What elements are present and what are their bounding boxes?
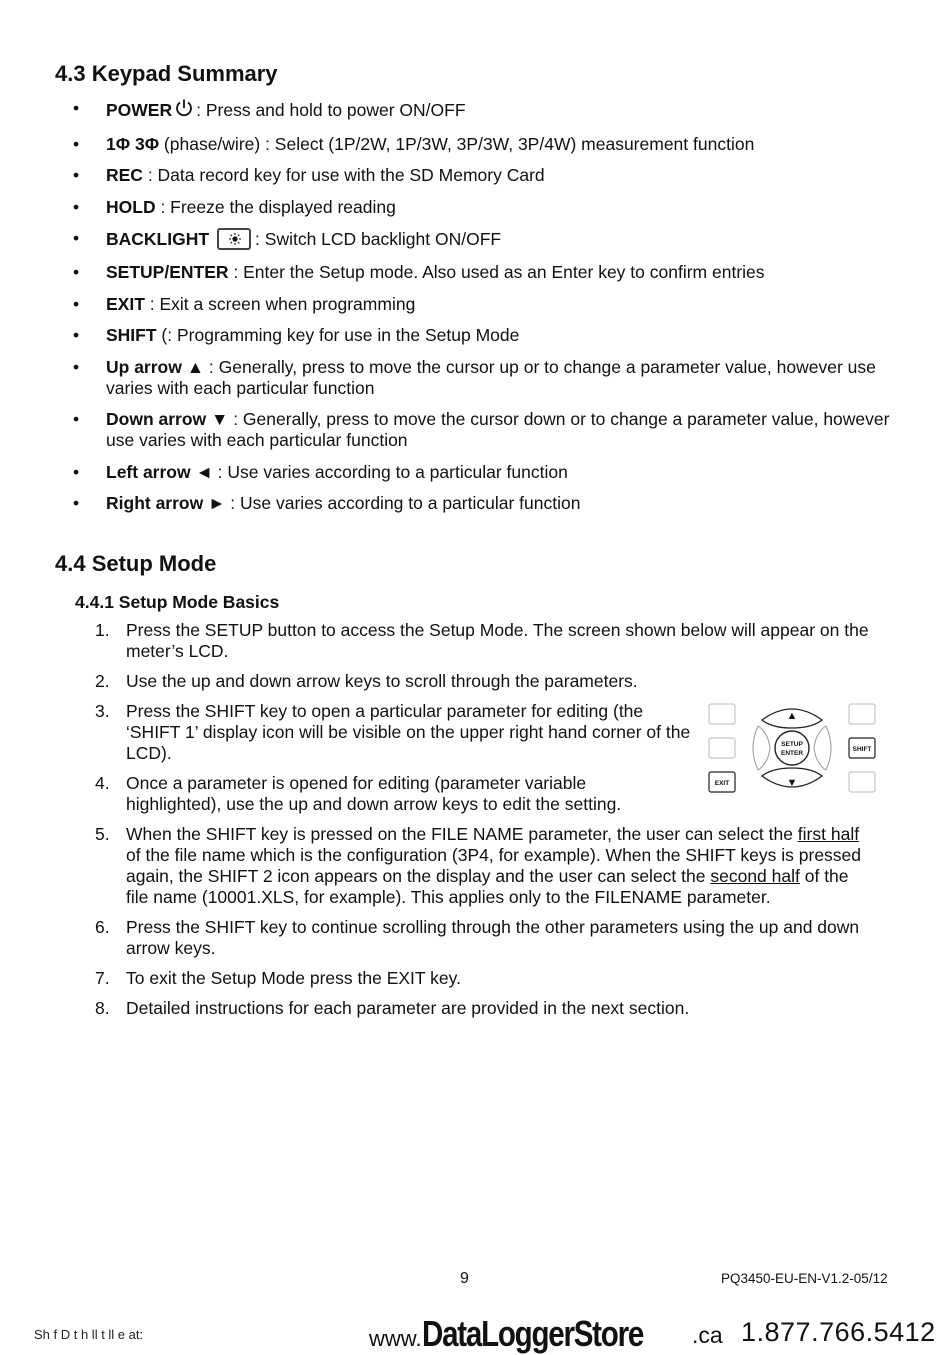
- right-arrow-key: [814, 726, 831, 770]
- list-item: • Left arrow ◄ : Use varies according to a particular function: [73, 462, 893, 483]
- list-item: • 1Φ 3Φ (phase/wire) : Select (1P/2W, 1P/3W, 3P/3W, 3P/4W) measurement function: [73, 134, 893, 155]
- section-heading-keypad-summary: 4.3 Keypad Summary: [55, 61, 278, 86]
- up-arrow-icon: ▲: [786, 710, 798, 722]
- page-number: 9: [460, 1270, 469, 1287]
- list-item: 1. Press the SETUP button to access the Setup Mode. The screen shown below will appear on the meter’s LCD.: [95, 620, 869, 661]
- blank-key-top-right: [849, 704, 875, 724]
- keypad-diagram: [706, 700, 882, 796]
- store-link[interactable]: [369, 1313, 691, 1355]
- document-id: PQ3450-EU-EN-V1.2-05/12: [721, 1271, 888, 1286]
- backlight-icon: [217, 228, 251, 250]
- store-phone: 1.877.766.5412: [741, 1317, 936, 1347]
- shift-key-label: SHIFT: [852, 746, 872, 753]
- store-tld: .ca: [692, 1322, 723, 1348]
- blank-key-bottom-right: [849, 772, 875, 792]
- setup-enter-label-line2: ENTER: [780, 750, 804, 757]
- keypad-summary-list: [73, 98, 893, 525]
- list-item: • HOLD : Freeze the displayed reading: [73, 197, 893, 218]
- down-arrow-icon: ▼: [786, 777, 798, 789]
- list-item: • POWER : Press and hold to power ON/OFF: [73, 98, 893, 123]
- list-item: • Right arrow ► : Use varies according to a particular function: [73, 493, 893, 514]
- left-arrow-key: [753, 726, 770, 770]
- list-item: • SHIFT (: Programming key for use in the Setup Mode: [73, 325, 893, 346]
- setup-steps-list: [95, 620, 871, 1028]
- list-item: 6. Press the SHIFT key to continue scrolling through the other parameters using the up and down arrow keys.: [95, 917, 860, 958]
- power-icon: [174, 98, 194, 123]
- store-brand: DataLoggerStore: [421, 1313, 643, 1354]
- list-item: 3. Press the SHIFT key to open a particular parameter for editing (the ‘SHIFT 1’ display icon will be visible on the upper right hand corner of the LCD).: [95, 701, 691, 763]
- setup-enter-key: [775, 731, 809, 765]
- list-item: 8. Detailed instructions for each parameter are provided in the next section.: [95, 998, 690, 1018]
- banner-caption: Sh f D t h ll t ll e at:: [34, 1327, 144, 1342]
- list-item: • BACKLIGHT : Switch LCD backlight ON/OFF: [73, 228, 893, 250]
- list-item: 2. Use the up and down arrow keys to scroll through the parameters.: [95, 671, 638, 691]
- setup-enter-label-line1: SETUP: [781, 741, 803, 748]
- list-item: 5. When the SHIFT key is pressed on the FILE NAME parameter, the user can select the first half of the file name which is the configuration (3P4, for example). When the SHIFT keys is pressed again, the SHIFT 2 icon appears on the display and the user can select the second half of the file name (10001.XLS, for example). This applies only to the FILENAME parameter.: [95, 824, 862, 907]
- store-banner: [0, 1305, 950, 1352]
- list-item: • SETUP/ENTER : Enter the Setup mode. Also used as an Enter key to confirm entries: [73, 262, 893, 283]
- list-item: • Down arrow ▼ : Generally, press to move the cursor down or to change a parameter value, however use varies with each particular function: [73, 409, 893, 451]
- blank-key-top-left: [709, 704, 735, 724]
- subsection-heading-setup-basics: 4.4.1 Setup Mode Basics: [75, 592, 280, 612]
- list-item: • EXIT : Exit a screen when programming: [73, 294, 893, 315]
- list-item: 7. To exit the Setup Mode press the EXIT key.: [95, 968, 461, 988]
- exit-key-label: EXIT: [714, 780, 730, 787]
- list-item: 4. Once a parameter is opened for editing (parameter variable highlighted), use the up and down arrow keys to edit the setting.: [95, 773, 622, 814]
- section-heading-setup-mode: 4.4 Setup Mode: [55, 551, 217, 576]
- list-item: • REC : Data record key for use with the SD Memory Card: [73, 165, 893, 186]
- list-item: • Up arrow ▲ : Generally, press to move the cursor up or to change a parameter value, however use varies with each particular function: [73, 357, 893, 399]
- store-www: www.: [369, 1326, 422, 1351]
- blank-key-mid-left: [709, 738, 735, 758]
